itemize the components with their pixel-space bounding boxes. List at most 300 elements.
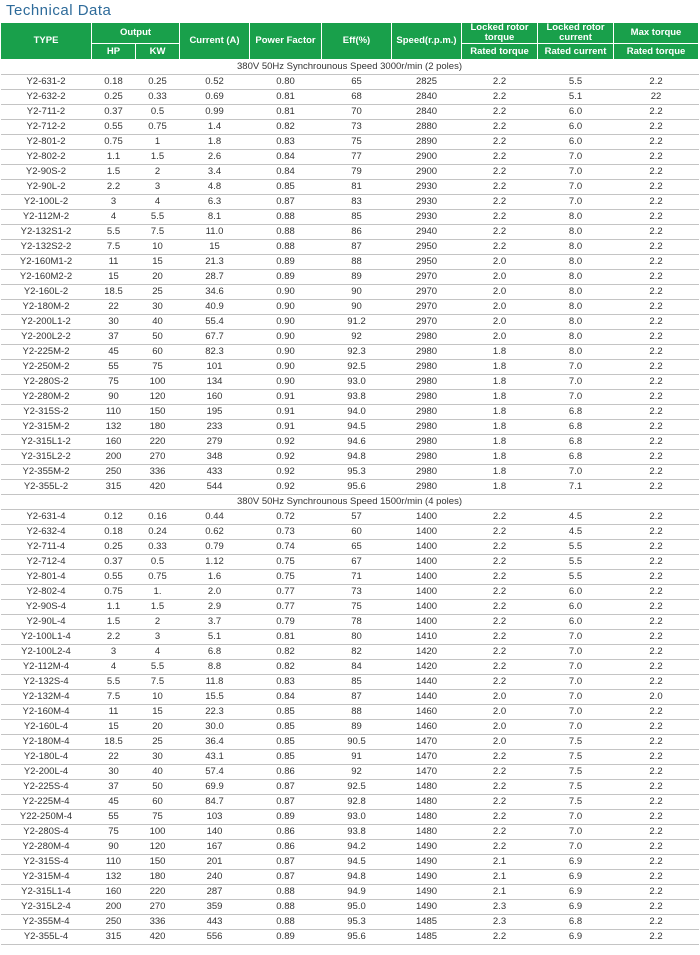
cell-max-torque: 2.2: [614, 705, 699, 720]
cell-power-factor: 0.88: [250, 210, 322, 225]
table-row: [1, 360, 699, 375]
cell-hp: 37: [92, 780, 136, 795]
cell-type: Y2-225S-4: [1, 780, 92, 795]
cell-eff: 87: [322, 240, 392, 255]
cell-locked-current: 5.5: [538, 540, 614, 555]
header-power-factor: Power Factor: [250, 23, 322, 60]
cell-hp: 0.37: [92, 555, 136, 570]
cell-power-factor: 0.74: [250, 540, 322, 555]
cell-eff: 95.6: [322, 930, 392, 945]
cell-max-torque: 2.2: [614, 675, 699, 690]
cell-power-factor: 0.89: [250, 930, 322, 945]
cell-max-torque: 2.2: [614, 885, 699, 900]
cell-current: 0.62: [180, 525, 250, 540]
cell-type: Y2-632-2: [1, 90, 92, 105]
cell-current: 8.8: [180, 660, 250, 675]
cell-speed: 1470: [392, 750, 462, 765]
cell-hp: 200: [92, 900, 136, 915]
cell-max-torque: 2.2: [614, 660, 699, 675]
cell-kw: 0.75: [136, 570, 180, 585]
cell-locked-torque: 2.2: [462, 780, 538, 795]
cell-power-factor: 0.90: [250, 285, 322, 300]
cell-kw: 0.75: [136, 120, 180, 135]
cell-eff: 79: [322, 165, 392, 180]
cell-locked-current: 7.0: [538, 390, 614, 405]
cell-max-torque: 2.2: [614, 285, 699, 300]
cell-locked-torque: 2.2: [462, 585, 538, 600]
cell-locked-torque: 2.2: [462, 570, 538, 585]
cell-locked-current: 6.8: [538, 915, 614, 930]
cell-speed: 2970: [392, 300, 462, 315]
cell-speed: 1490: [392, 900, 462, 915]
header-max-torque-rated: Rated torque: [614, 44, 699, 60]
cell-kw: 336: [136, 915, 180, 930]
cell-locked-torque: 2.2: [462, 195, 538, 210]
cell-max-torque: 2.2: [614, 300, 699, 315]
table-row: [1, 780, 699, 795]
table-row: [1, 720, 699, 735]
cell-locked-current: 6.8: [538, 420, 614, 435]
table-row: [1, 870, 699, 885]
cell-locked-torque: 2.2: [462, 540, 538, 555]
cell-locked-current: 8.0: [538, 225, 614, 240]
cell-locked-current: 5.5: [538, 570, 614, 585]
table-row: [1, 510, 699, 525]
cell-power-factor: 0.90: [250, 315, 322, 330]
cell-hp: 132: [92, 870, 136, 885]
cell-kw: 2: [136, 165, 180, 180]
header-max-torque: Max torque: [614, 23, 699, 44]
cell-speed: 2940: [392, 225, 462, 240]
cell-current: 134: [180, 375, 250, 390]
cell-type: Y2-225M-4: [1, 795, 92, 810]
cell-locked-current: 7.0: [538, 675, 614, 690]
cell-hp: 3: [92, 195, 136, 210]
cell-eff: 67: [322, 555, 392, 570]
cell-type: Y2-355L-4: [1, 930, 92, 945]
cell-current: 160: [180, 390, 250, 405]
cell-kw: 220: [136, 435, 180, 450]
cell-hp: 18.5: [92, 735, 136, 750]
cell-max-torque: 2.2: [614, 255, 699, 270]
cell-max-torque: 2.2: [614, 165, 699, 180]
cell-locked-torque: 1.8: [462, 405, 538, 420]
cell-locked-current: 7.0: [538, 150, 614, 165]
table-row: [1, 210, 699, 225]
cell-locked-torque: 2.3: [462, 900, 538, 915]
cell-power-factor: 0.92: [250, 450, 322, 465]
table-row: [1, 105, 699, 120]
cell-max-torque: 2.2: [614, 240, 699, 255]
cell-type: Y2-280M-2: [1, 390, 92, 405]
cell-locked-torque: 2.2: [462, 810, 538, 825]
cell-type: Y2-112M-4: [1, 660, 92, 675]
cell-eff: 91: [322, 750, 392, 765]
section-row: [1, 60, 699, 75]
cell-eff: 78: [322, 615, 392, 630]
cell-current: 1.6: [180, 570, 250, 585]
cell-hp: 90: [92, 390, 136, 405]
cell-locked-current: 8.0: [538, 345, 614, 360]
cell-hp: 160: [92, 435, 136, 450]
cell-locked-current: 8.0: [538, 300, 614, 315]
cell-max-torque: 2.2: [614, 735, 699, 750]
cell-locked-torque: 2.2: [462, 510, 538, 525]
cell-eff: 95.3: [322, 465, 392, 480]
cell-max-torque: 2.2: [614, 615, 699, 630]
cell-hp: 0.37: [92, 105, 136, 120]
table-row: [1, 840, 699, 855]
cell-kw: 1: [136, 135, 180, 150]
table-row: [1, 585, 699, 600]
cell-current: 30.0: [180, 720, 250, 735]
cell-speed: 2980: [392, 450, 462, 465]
table-row: [1, 165, 699, 180]
cell-power-factor: 0.83: [250, 675, 322, 690]
cell-max-torque: 2.2: [614, 375, 699, 390]
cell-power-factor: 0.85: [250, 720, 322, 735]
cell-type: Y2-160M1-2: [1, 255, 92, 270]
cell-locked-torque: 2.2: [462, 165, 538, 180]
cell-locked-torque: 2.1: [462, 870, 538, 885]
cell-speed: 1480: [392, 780, 462, 795]
cell-power-factor: 0.87: [250, 855, 322, 870]
cell-eff: 65: [322, 540, 392, 555]
cell-speed: 2930: [392, 195, 462, 210]
cell-current: 1.12: [180, 555, 250, 570]
cell-speed: 1480: [392, 795, 462, 810]
cell-speed: 1490: [392, 870, 462, 885]
cell-speed: 1400: [392, 615, 462, 630]
cell-locked-torque: 2.0: [462, 255, 538, 270]
cell-locked-current: 7.0: [538, 375, 614, 390]
cell-speed: 1440: [392, 690, 462, 705]
cell-type: Y2-180M-2: [1, 300, 92, 315]
cell-locked-torque: 1.8: [462, 465, 538, 480]
cell-max-torque: 2.2: [614, 600, 699, 615]
table-row: [1, 615, 699, 630]
section-row: [1, 495, 699, 510]
cell-speed: 1400: [392, 555, 462, 570]
table-row: [1, 420, 699, 435]
cell-type: Y2-132S-4: [1, 675, 92, 690]
cell-current: 82.3: [180, 345, 250, 360]
cell-locked-torque: 1.8: [462, 435, 538, 450]
cell-locked-current: 6.0: [538, 600, 614, 615]
cell-eff: 92: [322, 765, 392, 780]
cell-power-factor: 0.79: [250, 615, 322, 630]
cell-max-torque: 2.2: [614, 135, 699, 150]
cell-max-torque: 2.2: [614, 390, 699, 405]
cell-kw: 3: [136, 180, 180, 195]
cell-speed: 2980: [392, 360, 462, 375]
cell-hp: 22: [92, 300, 136, 315]
cell-hp: 315: [92, 480, 136, 495]
cell-locked-current: 8.0: [538, 240, 614, 255]
cell-kw: 40: [136, 765, 180, 780]
cell-locked-torque: 1.8: [462, 345, 538, 360]
cell-max-torque: 2.2: [614, 435, 699, 450]
table-row: [1, 930, 699, 945]
cell-eff: 95.6: [322, 480, 392, 495]
cell-power-factor: 0.90: [250, 300, 322, 315]
table-row: [1, 285, 699, 300]
cell-power-factor: 0.72: [250, 510, 322, 525]
cell-type: Y2-160M2-2: [1, 270, 92, 285]
cell-eff: 94.6: [322, 435, 392, 450]
cell-locked-torque: 2.2: [462, 555, 538, 570]
cell-kw: 0.33: [136, 540, 180, 555]
cell-max-torque: 2.2: [614, 840, 699, 855]
cell-type: Y2-355L-2: [1, 480, 92, 495]
cell-eff: 90: [322, 300, 392, 315]
table-row: [1, 900, 699, 915]
cell-eff: 88: [322, 705, 392, 720]
cell-locked-current: 7.0: [538, 630, 614, 645]
cell-max-torque: 2.2: [614, 870, 699, 885]
cell-power-factor: 0.89: [250, 270, 322, 285]
cell-max-torque: 2.2: [614, 525, 699, 540]
cell-hp: 3: [92, 645, 136, 660]
cell-type: Y2-711-4: [1, 540, 92, 555]
cell-type: Y2-315L1-4: [1, 885, 92, 900]
cell-type: Y2-315S-4: [1, 855, 92, 870]
cell-type: Y2-112M-2: [1, 210, 92, 225]
table-row: [1, 660, 699, 675]
cell-current: 3.4: [180, 165, 250, 180]
table-row: [1, 315, 699, 330]
cell-hp: 45: [92, 795, 136, 810]
cell-current: 11.8: [180, 675, 250, 690]
cell-eff: 94.0: [322, 405, 392, 420]
cell-current: 8.1: [180, 210, 250, 225]
cell-max-torque: 2.2: [614, 105, 699, 120]
cell-kw: 50: [136, 330, 180, 345]
cell-current: 0.99: [180, 105, 250, 120]
cell-power-factor: 0.83: [250, 135, 322, 150]
cell-power-factor: 0.75: [250, 555, 322, 570]
cell-speed: 2840: [392, 105, 462, 120]
cell-max-torque: 2.2: [614, 420, 699, 435]
cell-power-factor: 0.90: [250, 375, 322, 390]
table-row: [1, 690, 699, 705]
cell-power-factor: 0.90: [250, 330, 322, 345]
cell-current: 103: [180, 810, 250, 825]
cell-locked-torque: 2.2: [462, 675, 538, 690]
cell-eff: 70: [322, 105, 392, 120]
cell-max-torque: 2.2: [614, 645, 699, 660]
cell-locked-torque: 2.0: [462, 720, 538, 735]
cell-eff: 94.9: [322, 885, 392, 900]
cell-eff: 92: [322, 330, 392, 345]
cell-type: Y2-200L2-2: [1, 330, 92, 345]
cell-current: 34.6: [180, 285, 250, 300]
cell-locked-torque: 2.0: [462, 270, 538, 285]
cell-locked-current: 7.5: [538, 765, 614, 780]
cell-power-factor: 0.87: [250, 780, 322, 795]
cell-eff: 60: [322, 525, 392, 540]
cell-hp: 160: [92, 885, 136, 900]
cell-locked-current: 6.8: [538, 405, 614, 420]
cell-hp: 0.25: [92, 540, 136, 555]
cell-type: Y2-90S-4: [1, 600, 92, 615]
cell-max-torque: 22: [614, 90, 699, 105]
cell-eff: 92.3: [322, 345, 392, 360]
cell-power-factor: 0.90: [250, 345, 322, 360]
cell-max-torque: 2.2: [614, 720, 699, 735]
cell-power-factor: 0.88: [250, 915, 322, 930]
table-row: [1, 540, 699, 555]
cell-type: Y2-315L2-2: [1, 450, 92, 465]
cell-kw: 30: [136, 750, 180, 765]
cell-locked-current: 6.0: [538, 585, 614, 600]
header-eff: Eff(%): [322, 23, 392, 60]
cell-max-torque: 2.2: [614, 825, 699, 840]
cell-kw: 270: [136, 450, 180, 465]
cell-kw: 10: [136, 690, 180, 705]
cell-speed: 1485: [392, 930, 462, 945]
cell-kw: 0.16: [136, 510, 180, 525]
cell-power-factor: 0.84: [250, 165, 322, 180]
cell-kw: 7.5: [136, 675, 180, 690]
cell-speed: 2980: [392, 330, 462, 345]
cell-current: 279: [180, 435, 250, 450]
cell-power-factor: 0.85: [250, 705, 322, 720]
cell-locked-torque: 2.2: [462, 135, 538, 150]
cell-current: 443: [180, 915, 250, 930]
cell-locked-current: 7.0: [538, 825, 614, 840]
cell-type: Y2-712-4: [1, 555, 92, 570]
cell-hp: 37: [92, 330, 136, 345]
header-kw: KW: [136, 44, 180, 60]
table-header: [1, 23, 699, 60]
cell-kw: 0.24: [136, 525, 180, 540]
cell-type: Y2-90L-4: [1, 615, 92, 630]
cell-hp: 315: [92, 930, 136, 945]
cell-locked-torque: 1.8: [462, 360, 538, 375]
cell-locked-torque: 2.2: [462, 90, 538, 105]
cell-eff: 94.5: [322, 855, 392, 870]
cell-max-torque: 2.2: [614, 900, 699, 915]
table-row: [1, 195, 699, 210]
cell-type: Y2-100L1-4: [1, 630, 92, 645]
cell-type: Y2-200L1-2: [1, 315, 92, 330]
cell-type: Y2-631-4: [1, 510, 92, 525]
cell-eff: 92.8: [322, 795, 392, 810]
cell-eff: 65: [322, 75, 392, 90]
cell-max-torque: 2.2: [614, 450, 699, 465]
cell-type: Y2-180M-4: [1, 735, 92, 750]
cell-max-torque: 2.2: [614, 75, 699, 90]
table-row: [1, 480, 699, 495]
cell-locked-torque: 2.0: [462, 315, 538, 330]
cell-type: Y2-200L-4: [1, 765, 92, 780]
cell-locked-torque: 2.0: [462, 300, 538, 315]
cell-type: Y2-160M-4: [1, 705, 92, 720]
cell-speed: 1420: [392, 645, 462, 660]
cell-max-torque: 2.2: [614, 765, 699, 780]
table-body: [1, 60, 699, 945]
cell-eff: 73: [322, 120, 392, 135]
table-row: [1, 330, 699, 345]
cell-kw: 4: [136, 195, 180, 210]
cell-speed: 1400: [392, 570, 462, 585]
cell-max-torque: 2.2: [614, 330, 699, 345]
cell-power-factor: 0.73: [250, 525, 322, 540]
cell-locked-torque: 2.2: [462, 750, 538, 765]
cell-speed: 1470: [392, 735, 462, 750]
cell-speed: 1400: [392, 510, 462, 525]
cell-locked-torque: 2.2: [462, 75, 538, 90]
cell-speed: 1490: [392, 840, 462, 855]
cell-current: 140: [180, 825, 250, 840]
cell-current: 0.79: [180, 540, 250, 555]
cell-current: 0.44: [180, 510, 250, 525]
cell-eff: 75: [322, 135, 392, 150]
cell-kw: 2: [136, 615, 180, 630]
cell-eff: 82: [322, 645, 392, 660]
cell-max-torque: 2.2: [614, 555, 699, 570]
cell-eff: 75: [322, 600, 392, 615]
cell-current: 69.9: [180, 780, 250, 795]
cell-locked-torque: 1.8: [462, 480, 538, 495]
cell-max-torque: 2.2: [614, 195, 699, 210]
table-row: [1, 795, 699, 810]
cell-type: Y2-280S-4: [1, 825, 92, 840]
cell-power-factor: 0.88: [250, 885, 322, 900]
cell-current: 21.3: [180, 255, 250, 270]
cell-current: 348: [180, 450, 250, 465]
cell-max-torque: 2.2: [614, 540, 699, 555]
cell-locked-current: 6.0: [538, 135, 614, 150]
cell-eff: 94.8: [322, 450, 392, 465]
cell-power-factor: 0.82: [250, 660, 322, 675]
cell-current: 15.5: [180, 690, 250, 705]
cell-type: Y2-132S2-2: [1, 240, 92, 255]
table-row: [1, 120, 699, 135]
cell-hp: 2.2: [92, 630, 136, 645]
cell-max-torque: 2.2: [614, 915, 699, 930]
cell-speed: 2930: [392, 210, 462, 225]
cell-locked-torque: 2.1: [462, 855, 538, 870]
cell-hp: 22: [92, 750, 136, 765]
cell-eff: 77: [322, 150, 392, 165]
cell-power-factor: 0.84: [250, 690, 322, 705]
cell-locked-torque: 2.2: [462, 240, 538, 255]
table-row: [1, 180, 699, 195]
cell-max-torque: 2.2: [614, 480, 699, 495]
cell-kw: 5.5: [136, 210, 180, 225]
cell-kw: 60: [136, 795, 180, 810]
cell-locked-torque: 1.8: [462, 375, 538, 390]
cell-kw: 420: [136, 930, 180, 945]
cell-locked-torque: 2.2: [462, 600, 538, 615]
technical-data-table: [0, 22, 699, 945]
cell-max-torque: 2.2: [614, 465, 699, 480]
cell-power-factor: 0.90: [250, 360, 322, 375]
cell-locked-torque: 2.2: [462, 105, 538, 120]
cell-locked-current: 7.0: [538, 720, 614, 735]
cell-kw: 20: [136, 270, 180, 285]
cell-kw: 220: [136, 885, 180, 900]
cell-type: Y2-132M-4: [1, 690, 92, 705]
cell-power-factor: 0.80: [250, 75, 322, 90]
cell-eff: 95.0: [322, 900, 392, 915]
cell-hp: 90: [92, 840, 136, 855]
cell-locked-torque: 2.2: [462, 765, 538, 780]
cell-current: 544: [180, 480, 250, 495]
cell-locked-current: 5.1: [538, 90, 614, 105]
